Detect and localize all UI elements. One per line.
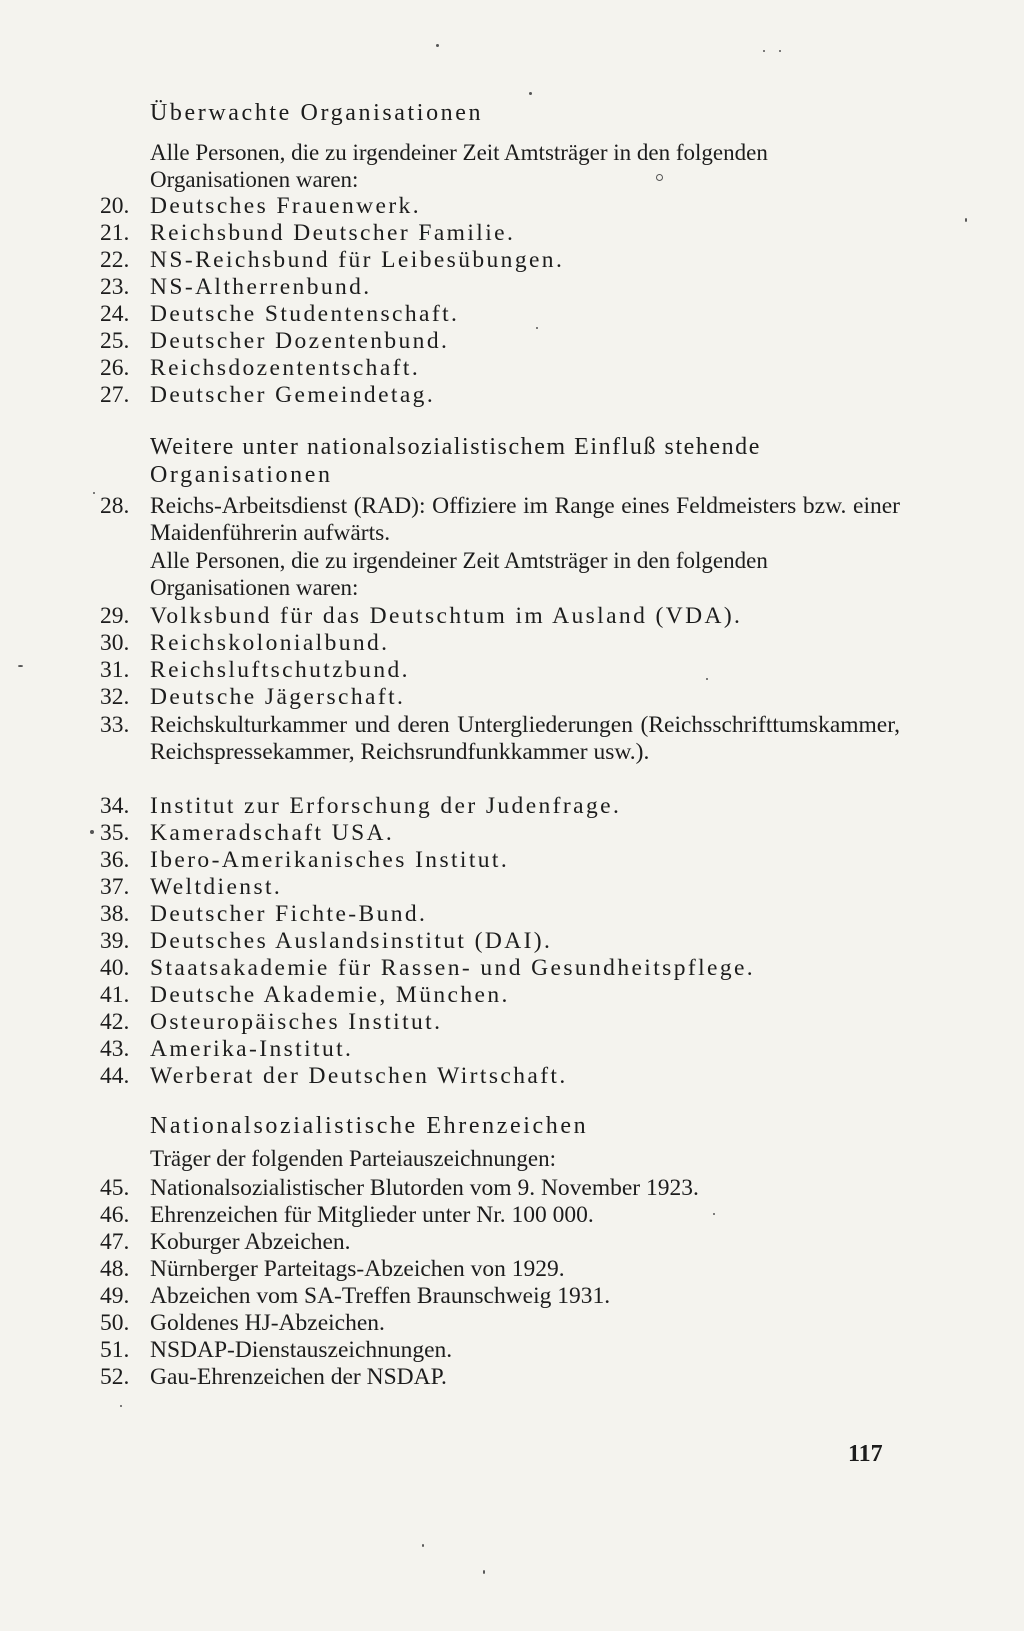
scan-speck	[90, 830, 94, 834]
scan-speck	[18, 665, 23, 667]
item-text: Nürnberger Parteitags-Abzeichen von 1929.	[150, 1256, 565, 1282]
item-text: Reichskulturkammer und deren Untergliederungen (Reichsschrifttumskammer, Reichspressekammer, Reichsrundfunkkammer usw.).	[150, 712, 900, 765]
item-number: 39.	[100, 928, 130, 954]
item-number: 52.	[100, 1364, 130, 1390]
item-text: Institut zur Erforschung der Judenfrage.	[150, 793, 622, 819]
item-text: Deutsche Akademie, München.	[150, 982, 510, 1008]
list-item	[100, 274, 900, 301]
item-text: Volksbund für das Deutschtum im Ausland (VDA).	[150, 603, 743, 629]
item-number: 23.	[100, 274, 130, 300]
item-number: 22.	[100, 247, 130, 273]
item-text: NSDAP-Dienstauszeichnungen.	[150, 1337, 453, 1363]
item-text: Reichsbund Deutscher Familie.	[150, 220, 516, 246]
item-number: 45.	[100, 1175, 130, 1201]
item-text: Werberat der Deutschen Wirtschaft.	[150, 1063, 568, 1089]
section-heading-ehrenzeichen: Nationalsozialistische Ehrenzeichen	[150, 1113, 589, 1139]
section-heading-weitere: Weitere unter nationalsozialistischem Einfluß stehende	[150, 434, 761, 460]
section-heading-ueberwachte: Überwachte Organisationen	[150, 100, 484, 126]
item-number: 21.	[100, 220, 130, 246]
scan-speck	[763, 50, 765, 52]
item-number: 43.	[100, 1036, 130, 1062]
item-text: Koburger Abzeichen.	[150, 1229, 351, 1255]
scan-speck	[529, 92, 532, 95]
item-text: Reichsdozententschaft.	[150, 355, 421, 381]
item-number: 50.	[100, 1310, 130, 1336]
scan-speck	[965, 218, 967, 222]
section-intro: Alle Personen, die zu irgendeiner Zeit Amtsträger in den folgenden Organisationen waren:	[150, 548, 768, 600]
item-number: 48.	[100, 1256, 130, 1282]
list-item	[100, 1009, 900, 1036]
section-intro: Alle Personen, die zu irgendeiner Zeit Amtsträger in den folgenden Organisationen waren:	[150, 140, 768, 192]
list-item	[100, 301, 900, 328]
scan-speck	[93, 492, 95, 494]
item-text: NS-Altherrenbund.	[150, 274, 372, 300]
scan-speck	[536, 327, 538, 329]
scan-speck	[120, 1405, 122, 1407]
list-item	[100, 1364, 900, 1391]
item-number: 20.	[100, 193, 130, 219]
item-number: 32.	[100, 684, 130, 710]
scan-speck	[483, 1570, 485, 1574]
item-number: 40.	[100, 955, 130, 981]
list-item	[100, 901, 900, 928]
list-item	[100, 1337, 900, 1364]
item-text: Kameradschaft USA.	[150, 820, 395, 846]
list-item	[100, 382, 900, 409]
item-text: Reichs-Arbeitsdienst (RAD): Offiziere im Range eines Feldmeisters bzw. einer Maidenführerin aufwärts.	[150, 493, 900, 546]
page-number: 117	[848, 1441, 883, 1467]
item-text: Ehrenzeichen für Mitglieder unter Nr. 100 000.	[150, 1202, 594, 1228]
list-item	[100, 493, 900, 547]
item-text: Abzeichen vom SA-Treffen Braunschweig 1931.	[150, 1283, 611, 1309]
item-number: 44.	[100, 1063, 130, 1089]
list-item	[100, 328, 900, 355]
item-text: Reichsluftschutzbund.	[150, 657, 410, 683]
list-item	[100, 1202, 900, 1229]
item-number: 47.	[100, 1229, 130, 1255]
list-item	[100, 793, 900, 820]
item-number: 28.	[100, 493, 130, 519]
item-number: 51.	[100, 1337, 130, 1363]
scan-speck	[422, 1544, 424, 1547]
scan-speck	[713, 1213, 715, 1215]
item-number: 27.	[100, 382, 130, 408]
item-number: 42.	[100, 1009, 130, 1035]
list-item	[100, 1256, 900, 1283]
list-item	[100, 1036, 900, 1063]
item-number: 31.	[100, 657, 130, 683]
item-text: Deutscher Dozentenbund.	[150, 328, 450, 354]
list-item	[100, 657, 900, 684]
list-item	[100, 247, 900, 274]
item-text: Nationalsozialistischer Blutorden vom 9. November 1923.	[150, 1175, 699, 1201]
item-text: Gau-Ehrenzeichen der NSDAP.	[150, 1364, 447, 1390]
item-text: Ibero-Amerikanisches Institut.	[150, 847, 510, 873]
list-item	[100, 355, 900, 382]
item-text: NS-Reichsbund für Leibesübungen.	[150, 247, 565, 273]
scan-speck	[779, 50, 781, 52]
item-text: Deutsche Jägerschaft.	[150, 684, 406, 710]
list-item	[100, 1229, 900, 1256]
item-number: 36.	[100, 847, 130, 873]
list-item	[100, 1310, 900, 1337]
item-number: 26.	[100, 355, 130, 381]
item-text: Staatsakademie für Rassen- und Gesundheitspflege.	[150, 955, 756, 981]
list-item	[100, 847, 900, 874]
list-item	[100, 603, 900, 630]
item-number: 34.	[100, 793, 130, 819]
list-item	[100, 982, 900, 1009]
list-item	[100, 1175, 900, 1202]
list-item	[100, 955, 900, 982]
item-text: Deutsches Auslandsinstitut (DAI).	[150, 928, 553, 954]
item-text: Amerika-Institut.	[150, 1036, 354, 1062]
section-heading-weitere-line2: Organisationen	[150, 462, 333, 488]
item-number: 30.	[100, 630, 130, 656]
item-text: Weltdienst.	[150, 874, 283, 900]
item-text: Reichskolonialbund.	[150, 630, 390, 656]
list-item	[100, 820, 900, 847]
item-text: Goldenes HJ-Abzeichen.	[150, 1310, 385, 1336]
item-number: 29.	[100, 603, 130, 629]
item-number: 25.	[100, 328, 130, 354]
scan-speck	[706, 678, 708, 680]
list-item	[100, 874, 900, 901]
item-number: 41.	[100, 982, 130, 1008]
item-number: 37.	[100, 874, 130, 900]
item-number: 49.	[100, 1283, 130, 1309]
section-intro: Träger der folgenden Parteiauszeichnungen:	[150, 1146, 556, 1171]
list-item	[100, 928, 900, 955]
item-text: Osteuropäisches Institut.	[150, 1009, 443, 1035]
list-item	[100, 630, 900, 657]
item-number: 24.	[100, 301, 130, 327]
item-text: Deutsche Studentenschaft.	[150, 301, 460, 327]
scan-speck	[656, 174, 663, 181]
item-text: Deutsches Frauenwerk.	[150, 193, 421, 219]
item-number: 35.	[100, 820, 130, 846]
item-number: 46.	[100, 1202, 130, 1228]
item-number: 38.	[100, 901, 130, 927]
item-number: 33.	[100, 712, 130, 738]
list-item	[100, 220, 900, 247]
list-item	[100, 193, 900, 220]
item-text: Deutscher Fichte-Bund.	[150, 901, 428, 927]
item-text: Deutscher Gemeindetag.	[150, 382, 436, 408]
list-item	[100, 1283, 900, 1310]
list-item	[100, 684, 900, 711]
list-item	[100, 1063, 900, 1090]
list-item	[100, 712, 900, 766]
scan-speck	[436, 44, 439, 47]
